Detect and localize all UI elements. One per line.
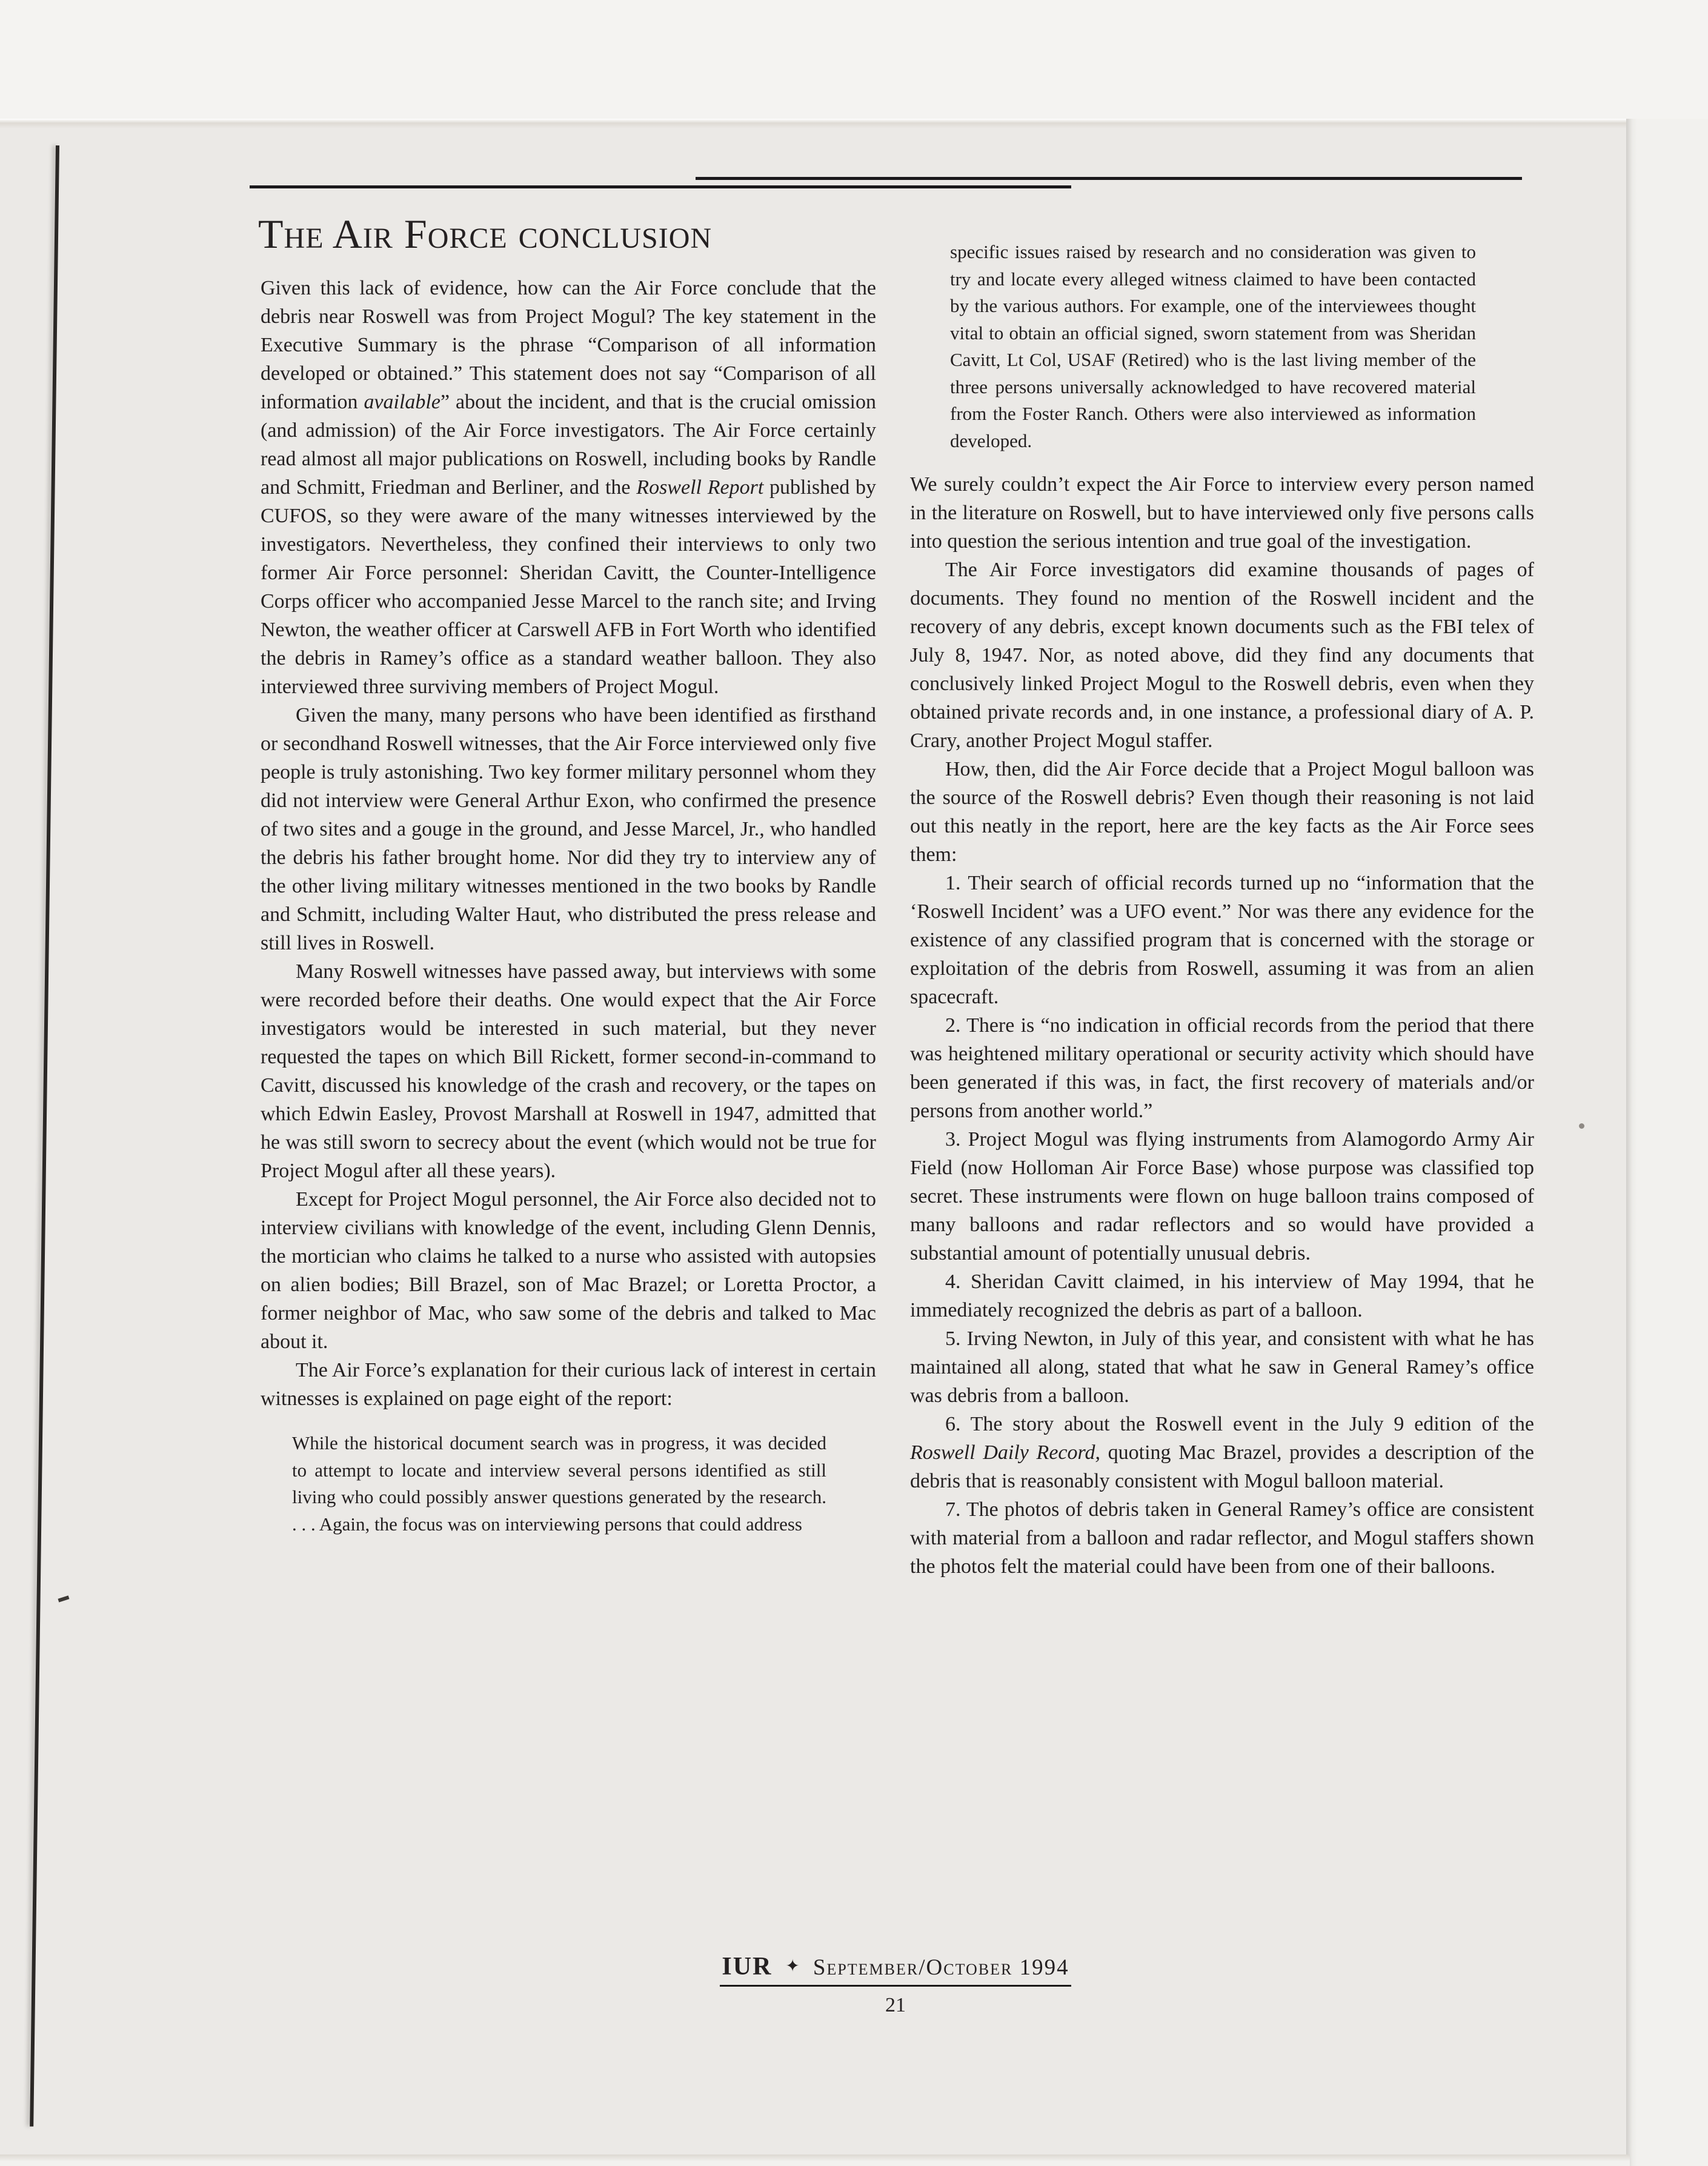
body-paragraph (910, 1125, 1534, 1267)
body-paragraph (910, 1324, 1534, 1410)
body-paragraph (910, 869, 1534, 1011)
text-run: specific issues raised by research and no consideration was given to try and locate every alleged witness claimed to have been contacted by the various authors. For example, one of the interviewees thought vital to obtain an official signed, sworn statement from was Sheridan Cavitt, Lt Col, USAF (Retired) who is the last living member of the three persons universally acknowledged to have recovered material from the Foster Ranch. Others were also interviewed as information developed. (950, 241, 1476, 451)
blockquote-paragraph (292, 1430, 826, 1538)
body-paragraph (910, 556, 1534, 755)
footer-journal-line (623, 1952, 1168, 1981)
body-paragraph (261, 1185, 876, 1356)
page-number: 21 (885, 1994, 906, 2016)
header-rule-left (250, 185, 1071, 188)
italic-text-run: Roswell Report (636, 476, 764, 499)
text-run: How, then, did the Air Force decide that a Project Mogul balloon was the source of the Roswell debris? Even though their reasoning is not laid out this neatly in the report, here are the key facts as the Air Force sees them: (910, 758, 1534, 866)
body-paragraph (910, 1011, 1534, 1125)
blockquote-paragraph (950, 239, 1476, 454)
body-paragraph (261, 957, 876, 1185)
text-run: The Air Force investigators did examine thousands of pages of documents. They found no mention of the Roswell incident and the recovery of any debris, except known documents such as the FBI telex of July 8, 1947. Nor, as noted above, did they find any documents that conclusively linked Project Mogul to the Roswell debris, even when they obtained private records and, in one instance, a professional diary of A. P. Crary, another Project Mogul staffer. (910, 559, 1534, 752)
body-paragraph (910, 470, 1534, 556)
body-paragraph (910, 1267, 1534, 1324)
paper-top-crease (0, 119, 1630, 128)
text-run: published by CUFOS, so they were aware of the many witnesses interviewed by the investigators. Nevertheless, they confined their interviews to only two former Air Force personnel: Sheridan Cavitt, the Counter-Intelligence Corps officer who accompanied Jesse Marcel to the ranch site; and Irving Newton, the weather officer at Carswell AFB in Fort Worth who identified the debris in Ramey’s office as a standard weather balloon. They also interviewed three surviving members of Project Mogul. (261, 476, 877, 698)
text-run: 1. Their search of official records turned up no “information that the ‘Roswell Incident’ was a UFO event.” Nor was there any evidence for the existence of any classified program that is concerned with the storage or exploitation of the debris from Roswell, assuming it was from an alien spacecraft. (910, 872, 1534, 1008)
body-paragraph (910, 1410, 1534, 1495)
text-run: Given this lack of evidence, how can the Air Force conclude that the debris near Roswell was from Project Mogul? The key statement in the Executive Summary is the phrase “Comparison of all information developed or obtained.” This statement does not say “Comparison of all information (261, 277, 876, 413)
italic-text-run: Roswell Daily Record, (910, 1441, 1100, 1464)
left-column (261, 274, 876, 1538)
text-run: Except for Project Mogul personnel, the Air Force also decided not to interview civilians with knowledge of the event, including Glenn Dennis, the mortician who claims he talked to a nurse who assisted with autopsies on alien bodies; Bill Brazel, son of Mac Brazel; or Loretta Proctor, a former neighbor of Mac, who saw some of the debris and talked to Mac about it. (261, 1188, 876, 1353)
text-run: ” about the incident, and that is the crucial omission (and admission) of the Air Force investigators. The Air Force certainly read almost all major publications on Roswell, including books by Randle and Schmitt, Friedman and Berliner, and the (261, 391, 877, 499)
body-paragraph (261, 701, 876, 957)
right-column (910, 239, 1534, 1581)
text-run: quoting Mac Brazel, provides a description of the debris that is reasonably consistent with Mogul balloon material. (910, 1441, 1534, 1492)
text-run: Many Roswell witnesses have passed away, but interviews with some were recorded before their deaths. One would expect that the Air Force investigators would be interested in such material, but they never requested the tapes on which Bill Rickett, former second-in-command to Cavitt, discussed his knowledge of the crash and recovery, or the tapes on which Edwin Easley, Provost Marshall at Roswell in 1947, admitted that he was still sworn to secrecy about the event (which would not be true for Project Mogul after all these years). (261, 960, 876, 1182)
italic-text-run: available (364, 391, 440, 413)
text-run: While the historical document search was in progress, it was decided to attempt to locate and interview several persons identified as still living who could possibly answer questions generated by the research. . . . Again, the focus was on interviewing persons that could address (292, 1432, 826, 1535)
text-run: Given the many, many persons who have been identified as firsthand or secondhand Roswell witnesses, that the Air Force interviewed only five people is truly astonishing. Two key former military personnel whom they did not interview were General Arthur Exon, who confirmed the presence of two sites and a gouge in the ground, and Jesse Marcel, Jr., who handled the debris his father brought home. Nor did they try to interview any of the other living military witnesses mentioned in the two books by Randle and Schmitt, including Walter Haut, who distributed the press release and still lives in Roswell. (261, 704, 876, 954)
diamond-icon: ✦ (785, 1957, 800, 1976)
article-title: The Air Force conclusion (258, 211, 713, 257)
page-footer (623, 1952, 1168, 2017)
text-run: 2. There is “no indication in official records from the period that there was heightened military operational or security activity which should have been generated if this was, in fact, the first recovery of materials and/or persons from another world.” (910, 1014, 1534, 1122)
footer-rule (720, 1985, 1071, 1987)
body-paragraph (261, 1356, 876, 1413)
text-run: 4. Sheridan Cavitt claimed, in his interview of May 1994, that he immediately recognized the debris as part of a balloon. (910, 1271, 1534, 1321)
journal-name: IUR (722, 1953, 773, 1981)
scan-artifact-dot (1579, 1123, 1584, 1129)
issue-date: September/October 1994 (812, 1955, 1069, 1980)
text-run: 5. Irving Newton, in July of this year, and consistent with what he has maintained all along, stated that what he saw in General Ramey’s office was debris from a balloon. (910, 1327, 1534, 1407)
text-run: We surely couldn’t expect the Air Force to interview every person named in the literature on Roswell, but to have interviewed only five persons calls into question the serious intention and true goal of the investigation. (910, 473, 1534, 553)
text-run: 7. The photos of debris taken in General Ramey’s office are consistent with material from a balloon and radar reflector, and Mogul staffers shown the photos felt the material could have been from one of their balloons. (910, 1498, 1534, 1578)
paper-bottom-edge (0, 2154, 1630, 2166)
header-rule-right (696, 177, 1522, 180)
body-paragraph (910, 1495, 1534, 1581)
body-paragraph (910, 755, 1534, 869)
text-run: The Air Force’s explanation for their curious lack of interest in certain witnesses is explained on page eight of the report: (261, 1359, 876, 1410)
text-run: 6. The story about the Roswell event in the July 9 edition of the (945, 1413, 1534, 1435)
body-paragraph (261, 274, 876, 701)
paper-right-edge (1626, 119, 1708, 2166)
text-run: 3. Project Mogul was flying instruments from Alamogordo Army Air Field (now Holloman Air Force Base) whose purpose was classified top secret. These instruments were flown on huge balloon trains composed of many balloons and radar reflectors and so would have provided a substantial amount of potentially unusual debris. (910, 1128, 1534, 1264)
